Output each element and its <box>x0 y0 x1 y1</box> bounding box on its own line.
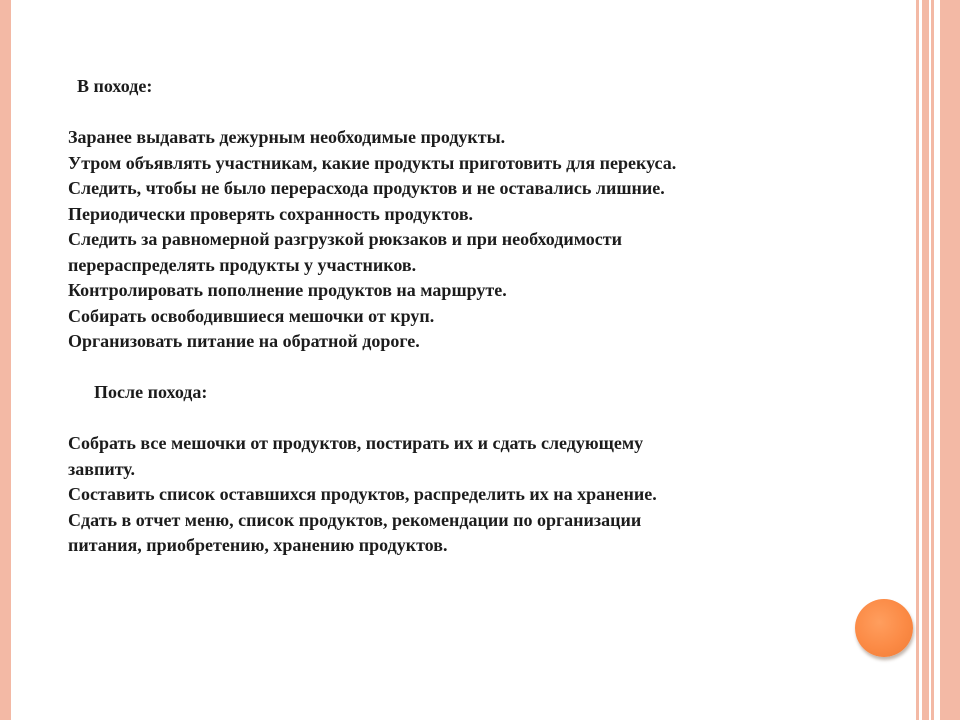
text-line: перераспределять продукты у участников. <box>68 254 417 275</box>
text-line: Собрать все мешочки от продуктов, постирать их и сдать следующему <box>68 433 644 453</box>
text-line: Утром объявлять участникам, какие продукты приготовить для перекуса. <box>68 152 677 173</box>
right-stripe <box>931 0 934 720</box>
text-line: Заранее выдавать дежурным необходимые продукты. <box>68 127 506 147</box>
left-border-stripe <box>0 0 11 720</box>
text-line: Составить список оставшихся продуктов, распределить их на хранение. <box>68 484 657 504</box>
slide-body-text <box>68 74 888 559</box>
text-line: Следить за равномерной разгрузкой рюкзаков и при необходимости <box>68 229 622 249</box>
text-line: питания, приобретению, хранению продуктов. <box>68 535 448 555</box>
text-line: Следить, чтобы не было перерасхода продуктов и не оставались лишние. <box>68 178 665 198</box>
section-heading-during-hike: В походе: <box>77 76 153 96</box>
spacer <box>68 100 888 126</box>
right-stripe <box>940 0 960 720</box>
text-line: Организовать питание на обратной дороге. <box>68 331 420 351</box>
text-line: завпиту. <box>68 458 135 479</box>
right-stripe <box>922 0 929 720</box>
section-heading-after-hike: После похода: <box>94 382 208 402</box>
text-line: Собирать освободившиеся мешочки от круп. <box>68 305 435 326</box>
text-line: Периодически проверять сохранность продуктов. <box>68 203 474 224</box>
text-line: Сдать в отчет меню, список продуктов, рекомендации по организации <box>68 509 642 530</box>
spacer <box>68 355 888 381</box>
text-line: Контролировать пополнение продуктов на маршруте. <box>68 280 507 300</box>
decorative-circle-icon <box>855 599 913 657</box>
spacer <box>68 406 888 432</box>
right-stripe <box>916 0 919 720</box>
right-border-stripes <box>916 0 960 720</box>
